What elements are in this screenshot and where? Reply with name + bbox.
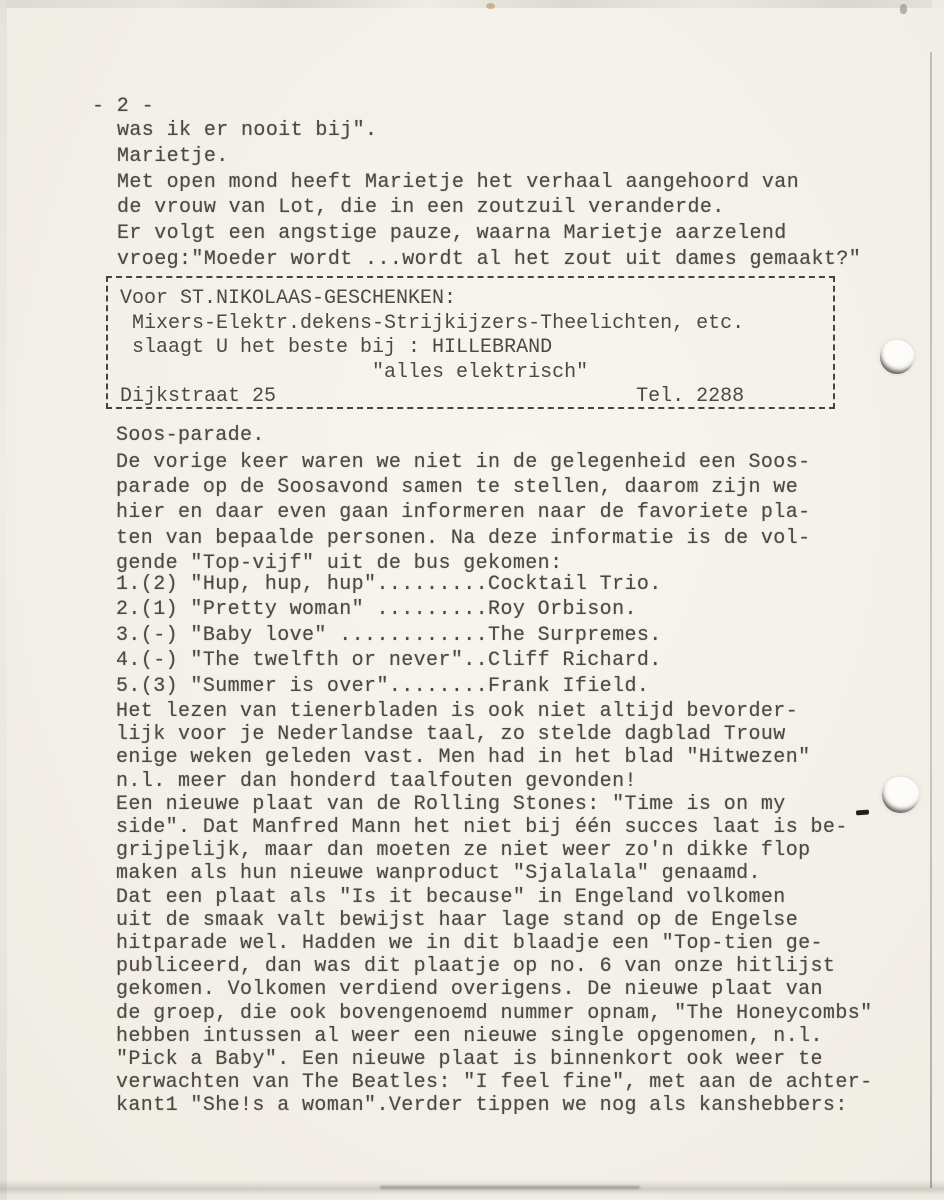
text-line: vroeg:"Moeder wordt ...wordt al het zout uit dames gemaakt?" — [117, 247, 862, 271]
text-line: Marietje. — [117, 144, 229, 168]
text-line: publiceerd, dan was dit plaatje op no. 6 van onze hitlijst — [116, 955, 836, 979]
text-line: De vorige keer waren we niet in de gelegenheid een Soos- — [116, 451, 811, 474]
text-line: Voor ST.NIKOLAAS-GESCHENKEN: — [120, 287, 457, 310]
text-line: gende "Top-vijf" uit de bus gekomen: — [116, 551, 563, 575]
text-line: hebben intussen al weer een nieuwe single opgenomen, n.l. — [116, 1024, 823, 1048]
text-line: "Pick a Baby". Een nieuwe plaat is binnenkort ook weer te — [116, 1048, 823, 1072]
text-line: 4.(-) "The twelfth or never"..Cliff Richard. — [116, 649, 662, 673]
text-line: "alles elektrisch" — [120, 360, 589, 384]
text-line: Dijkstraat 25 Tel. 2288 — [120, 385, 745, 408]
text-line: enige weken geleden vast. Men had in het blad "Hitwezen" — [116, 746, 811, 770]
text-line: 1.(2) "Hup, hup, hup".........Cocktail Trio. — [116, 573, 662, 596]
punch-hole — [882, 777, 919, 813]
text-line: was ik er nooit bij". — [117, 119, 378, 142]
text-line: Dat een plaat als "Is it because" in Engeland volkomen — [116, 885, 786, 909]
text-line: gekomen. Volkomen verdiend overigens. De nieuwe plaat van — [116, 978, 823, 1002]
text-line: Met open mond heeft Marietje het verhaal aangehoord van — [117, 170, 800, 194]
scan-bottom-shadow — [0, 1180, 944, 1200]
text-line: ten van bepaalde personen. Na deze informatie is de vol- — [116, 526, 811, 550]
page-edge-line — [930, 52, 932, 1188]
scan-left-edge — [0, 0, 7, 1200]
text-line: maken als hun nieuwe wanproduct "Sjalalala" genaamd. — [116, 862, 761, 886]
text-line: lijk voor je Nederlandse taal, zo stelde dagblad Trouw — [116, 723, 786, 747]
text-line: de groep, die ook bovengenoemd nummer opnam, "The Honeycombs" — [116, 1001, 873, 1025]
text-line: grijpelijk, maar dan moeten ze niet weer zo'n dikke flop — [116, 839, 811, 863]
text-line: 3.(-) "Baby love" ............The Surpremes. — [116, 623, 662, 647]
text-line: 2.(1) "Pretty woman" .........Roy Orbison. — [116, 598, 637, 622]
story-paragraph — [117, 118, 861, 273]
text-line: n.l. meer dan honderd taalfouten gevonden! — [116, 769, 637, 793]
text-line: Een nieuwe plaat van de Rolling Stones: "Time is on my — [116, 792, 786, 816]
punch-hole — [880, 340, 914, 374]
section-title-soos-parade: Soos-parade. — [116, 424, 265, 447]
advertisement-box — [106, 276, 835, 409]
top-vijf-list — [116, 572, 662, 699]
paper-speck — [900, 4, 907, 14]
scan-top-edge — [0, 0, 944, 8]
text-line: hier en daar even gaan informeren naar de favoriete pla- — [116, 501, 811, 525]
text-line: side". Dat Manfred Mann het niet bij één succes laat is be- — [116, 816, 848, 840]
text-line: de vrouw van Lot, die in een zoutzuil veranderde. — [117, 196, 725, 220]
soos-parade-intro — [116, 450, 811, 576]
advertisement-text — [120, 287, 833, 410]
text-line: verwachten van The Beatles: "I feel fine", met aan de achter- — [116, 1071, 873, 1095]
scan-right-strip — [932, 0, 944, 1200]
paper-speck — [486, 3, 495, 9]
text-line: 5.(3) "Summer is over"........Frank Ifield. — [116, 674, 650, 698]
text-line: parade op de Soosavond samen te stellen, daarom zijn we — [116, 476, 799, 500]
page-number: - 2 - — [92, 95, 155, 118]
music-news-paragraph — [116, 700, 873, 1118]
text-line: Er volgt een angstige pauze, waarna Marietje aarzelend — [117, 222, 787, 246]
text-line: Mixers-Elektr.dekens-Strijkijzers-Theelichten, etc. — [120, 311, 745, 335]
scan-bottom-line — [380, 1186, 640, 1189]
text-line: Het lezen van tienerbladen is ook niet altijd bevorder- — [116, 700, 799, 723]
text-line: slaagt U het beste bij : HILLEBRAND — [120, 336, 553, 359]
text-line: uit de smaak valt bewijst haar lage stand op de Engelse — [116, 908, 799, 932]
text-line: kant1 "She!s a woman".Verder tippen we nog als kanshebbers: — [116, 1094, 848, 1118]
text-line: hitparade wel. Hadden we in dit blaadje een "Top-tien ge- — [116, 932, 823, 956]
